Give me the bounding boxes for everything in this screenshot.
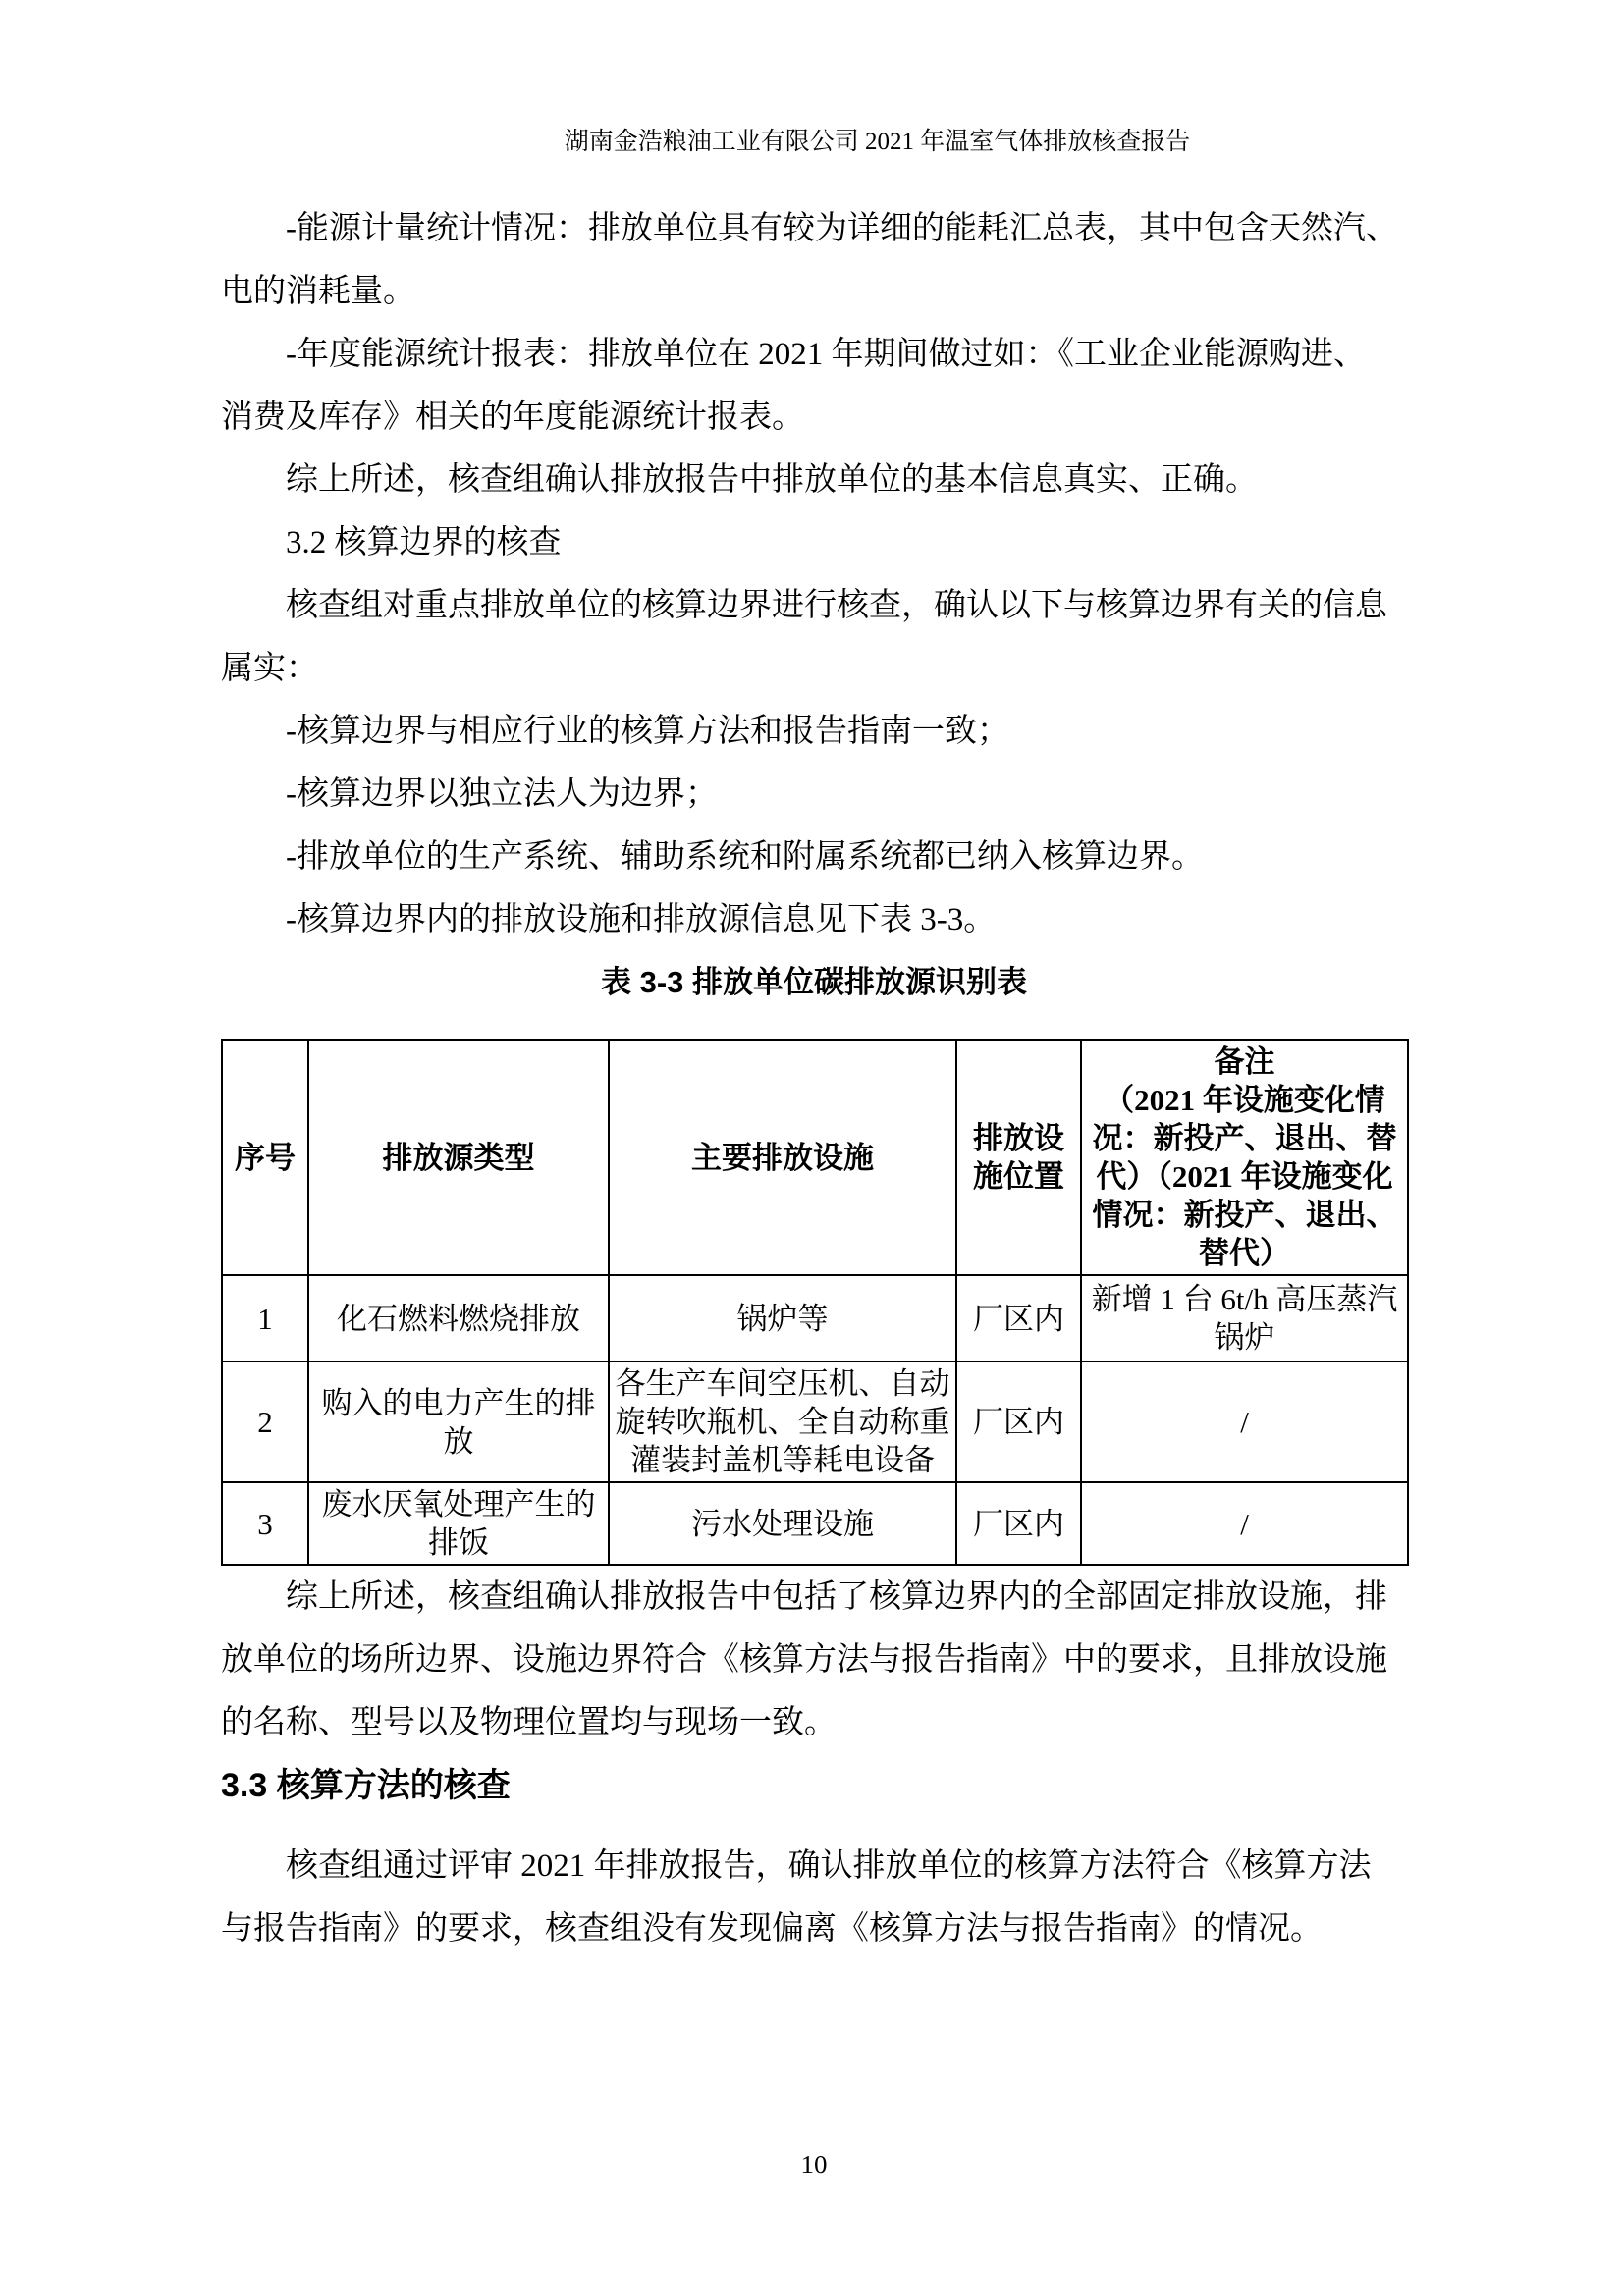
- cell-location: 厂区内: [956, 1362, 1081, 1482]
- table-row: [222, 1275, 1408, 1362]
- header-cell-location: 排放设施位置: [956, 1040, 1081, 1275]
- paragraph-line: 属实：: [221, 651, 318, 686]
- cell-source-type: 购入的电力产生的排放: [308, 1362, 609, 1482]
- cell-main-facilities: 锅炉等: [609, 1275, 956, 1362]
- header-cell-remark: [1081, 1040, 1408, 1275]
- cell-location: 厂区内: [956, 1482, 1081, 1565]
- table-row: [222, 1362, 1408, 1482]
- cell-remark: /: [1081, 1482, 1408, 1565]
- header-cell-main-facilities: 主要排放设施: [609, 1040, 956, 1275]
- paragraph-line: 核查组通过评审 2021 年排放报告，确认排放单位的核算方法符合《核算方法: [286, 1848, 1372, 1884]
- section-heading-3-2: 3.2 核算边界的核查: [286, 525, 562, 561]
- header-cell-remark-title: 备注: [1214, 1044, 1275, 1079]
- table-header-row: [222, 1040, 1408, 1275]
- cell-source-type: 废水厌氧处理产生的排饭: [308, 1482, 609, 1565]
- paragraph-line: 与报告指南》的要求，核查组没有发现偏离《核算方法与报告指南》的情况。: [221, 1911, 1323, 1947]
- paragraph-line: 综上所述，核查组确认排放报告中包括了核算边界内的全部固定排放设施，排: [286, 1579, 1387, 1615]
- bullet-line: -核算边界以独立法人为边界；: [286, 776, 718, 812]
- paragraph-line: 核查组对重点排放单位的核算边界进行核查，确认以下与核算边界有关的信息: [286, 588, 1387, 623]
- document-body: [221, 197, 1407, 1960]
- paragraph-line: 综上所述，核查组确认排放报告中排放单位的基本信息真实、正确。: [286, 462, 1258, 498]
- paragraph-line: 的名称、型号以及物理位置均与现场一致。: [221, 1705, 837, 1740]
- header-cell-remark-detail: （2021 年设施变化情况：新投产、退出、替代）（2021 年设施变化情况：新投产、退出、替代）: [1092, 1083, 1397, 1270]
- running-header-title: 湖南金浩粮油工业有限公司 2021 年温室气体排放核查报告: [564, 129, 1191, 155]
- paragraph-line: 放单位的场所边界、设施边界符合《核算方法与报告指南》中的要求，且排放设施: [221, 1642, 1387, 1678]
- bullet-line: -核算边界内的排放设施和排放源信息见下表 3-3。: [286, 902, 997, 937]
- table-row: [222, 1482, 1408, 1565]
- section-heading-3-3: 3.3 核算方法的核查: [221, 1767, 511, 1804]
- paragraph-line: -年度能源统计报表：排放单位在 2021 年期间做过如：《工业企业能源购进、: [286, 337, 1366, 372]
- cell-location: 厂区内: [956, 1275, 1081, 1362]
- paragraph-line: 电的消耗量。: [221, 274, 415, 309]
- emission-source-table: [221, 1039, 1409, 1566]
- cell-no: 3: [222, 1482, 308, 1565]
- bullet-line: -排放单位的生产系统、辅助系统和附属系统都已纳入核算边界。: [286, 839, 1204, 875]
- cell-main-facilities: 污水处理设施: [609, 1482, 956, 1565]
- cell-source-type: 化石燃料燃烧排放: [308, 1275, 609, 1362]
- page-number: 10: [800, 2150, 828, 2179]
- table-3-3-title: 表 3-3 排放单位碳排放源识别表: [600, 965, 1028, 999]
- paragraph-line: 消费及库存》相关的年度能源统计报表。: [221, 400, 804, 435]
- cell-no: 2: [222, 1362, 308, 1482]
- header-cell-no: 序号: [222, 1040, 308, 1275]
- cell-remark: /: [1081, 1362, 1408, 1482]
- cell-main-facilities: 各生产车间空压机、自动旋转吹瓶机、全自动称重灌装封盖机等耗电设备: [609, 1362, 956, 1482]
- header-cell-source-type: 排放源类型: [308, 1040, 609, 1275]
- cell-remark: 新增 1 台 6t/h 高压蒸汽锅炉: [1081, 1275, 1408, 1362]
- cell-no: 1: [222, 1275, 308, 1362]
- bullet-line: -核算边界与相应行业的核算方法和报告指南一致；: [286, 714, 1009, 749]
- paragraph-line: -能源计量统计情况：排放单位具有较为详细的能耗汇总表，其中包含天然汽、: [286, 211, 1398, 246]
